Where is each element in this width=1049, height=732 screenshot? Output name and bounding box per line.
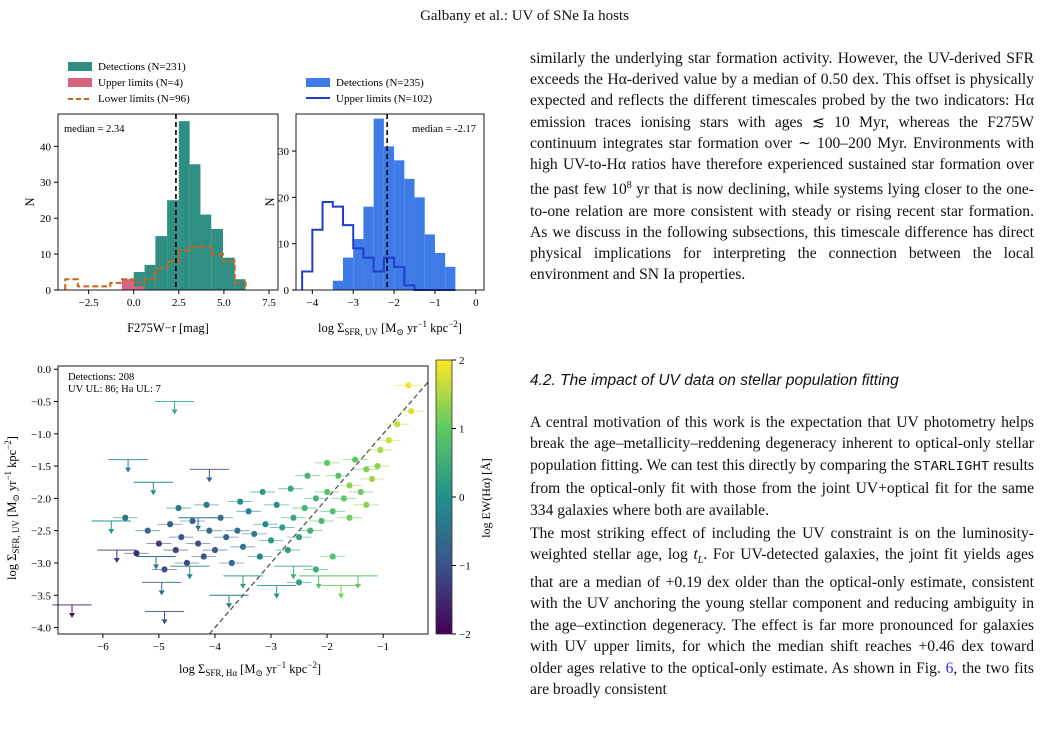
y-tick-label: 20 [40, 213, 51, 226]
scatter-xlabel: $\log \Sigma_{SFR, H\alpha}$ [$M_⊙$ $yr^{-1}$ kpc$^{-2}$] [178, 660, 322, 678]
y-tick-label: 40 [40, 141, 51, 154]
data-point [144, 527, 151, 534]
y-tick-label: 30 [278, 146, 289, 159]
hist-bar [363, 207, 373, 290]
ul-arrow-head [159, 590, 165, 595]
ul-arrow-head [290, 574, 296, 579]
data-point [212, 547, 219, 554]
hist-bar [200, 215, 211, 290]
y-tick-label: 0.0 [37, 364, 51, 377]
one-to-one-line [209, 382, 428, 634]
hist-bar [167, 200, 179, 290]
hist-bar [223, 258, 235, 290]
scatter-uv-vs-halpha [0, 355, 500, 708]
paragraph-timescales: similarly the underlying star formation activity. However, the UV-derived SFR exceeds the Hα-derived value by a median of 0.50 dex. This offset is physically expected and reflects the different timescales probed by the two indicators: Hα emission traces ionising stars with ages ≲ 10 Myr, whereas the F275W continuum integrates star formation over ∼ 100–200 Myr. Environments with high UV-to-Hα ratios have therefore experienced sustained star formation over the past few $10^8$ yr that is now declining, while systems lying closer to the one-to-one relation are more consistent with steady or rising recent star formation. As we discuss in the following subsections, this timescale difference has direct physical implications for interpreting the connection between the local environment and SN Ia properties. [530, 50, 1034, 284]
ul-arrow-head [108, 529, 114, 534]
data-point [329, 553, 336, 560]
hist-bar [155, 236, 167, 290]
hist-bar [122, 279, 134, 290]
data-point [335, 472, 342, 479]
data-point [203, 502, 210, 509]
x-tick-label: −4 [306, 297, 319, 309]
hist-bar [190, 164, 201, 290]
data-point [206, 527, 213, 534]
hist1-median-label: median = 2.34 [64, 124, 125, 135]
data-point [363, 502, 370, 509]
data-point [394, 421, 401, 428]
y-tick-label: −4.0 [31, 622, 51, 635]
hist-bar [343, 258, 353, 290]
ul-arrow-head [226, 603, 232, 608]
colorbar [436, 360, 452, 634]
data-point [287, 485, 294, 492]
y-tick-label: −0.5 [31, 396, 51, 409]
hist1-xlabel: F275W−r [mag] [127, 321, 209, 335]
ul-arrow-head [172, 410, 178, 415]
legend-label-upper: Upper limits (N=4) [98, 77, 184, 89]
y-tick-label: 30 [40, 177, 51, 190]
data-point [363, 466, 370, 473]
data-point [374, 463, 381, 470]
ul-arrow-head [162, 619, 168, 624]
data-point [324, 489, 331, 496]
ul-arrow-head [274, 594, 280, 599]
data-point [189, 518, 196, 525]
scatter-annotation-limits: UV UL: 86; Ha UL: 7 [68, 384, 161, 395]
running-head: Galbany et al.: UV of SNe Ia hosts [420, 8, 629, 24]
figure-6-link[interactable]: 6 [945, 659, 954, 677]
ul-arrow-head [69, 613, 75, 618]
hist2-median-label: median = -2.17 [412, 124, 476, 135]
y-tick-label: 0 [45, 285, 51, 297]
data-point [240, 544, 247, 551]
colorbar-tick-label: −2 [459, 629, 471, 641]
text-column-top [530, 48, 1034, 285]
data-point [245, 508, 252, 515]
data-point [273, 502, 280, 509]
ul-arrow-head [187, 574, 193, 579]
data-point [262, 521, 269, 528]
ul-arrow-head [153, 565, 159, 570]
hist2-legend [306, 77, 432, 105]
y-tick-label: 20 [278, 192, 289, 205]
hist2-plot-area [278, 114, 484, 309]
x-tick-label: 7.5 [262, 297, 276, 309]
paragraph-motivation: A central motivation of this work is the expectation that UV photometry helps break the age–metallicity–reddening degeneracy inherent to optical-only stellar population fitting. We can test this directly by comparing the STARLIGHT results from the optical-only fit with those from the joint UV+optical fit for the same 334 galaxies where both are available. [530, 414, 1034, 519]
x-tick-label: 5.0 [217, 297, 231, 309]
data-point [405, 382, 412, 389]
x-tick-label: −6 [96, 641, 109, 653]
hist-bar [134, 286, 145, 290]
x-tick-label: −2 [388, 297, 400, 309]
x-tick-label: −5 [153, 641, 165, 653]
y-tick-label: 0 [283, 285, 289, 297]
hist-bar [179, 121, 190, 290]
data-point [184, 560, 191, 567]
hist-bar [145, 265, 156, 290]
data-point [259, 489, 266, 496]
y-tick-label: −3.5 [31, 590, 51, 603]
legend-label-detections: Detections (N=231) [98, 61, 186, 73]
hist-bar [235, 279, 246, 290]
data-point [172, 547, 179, 554]
x-tick-label: −2 [321, 641, 333, 653]
y-tick-label: 10 [40, 249, 51, 262]
ul-arrow-head [338, 594, 344, 599]
scatter-plot-area [31, 364, 428, 653]
data-point [257, 553, 264, 560]
text-column-bottom [530, 412, 1034, 700]
data-point [178, 534, 185, 541]
data-point [251, 531, 258, 538]
ul-arrow-head [125, 468, 131, 473]
data-point [133, 550, 140, 557]
x-tick-label: 0.0 [126, 297, 141, 309]
y-tick-label: −2.0 [31, 493, 51, 506]
hist-bar [445, 267, 455, 290]
data-point [156, 540, 163, 547]
data-point [377, 447, 384, 454]
data-point [329, 508, 336, 515]
hist-bar [384, 146, 394, 290]
ul-arrow-head [206, 477, 212, 482]
hist1-legend [68, 61, 190, 105]
data-point [296, 534, 303, 541]
data-point [301, 505, 308, 512]
y-tick-label: −1.0 [31, 428, 51, 441]
data-point [223, 534, 230, 541]
scatter-ylabel: $\log \Sigma_{SFR, UV}$ [$M_⊙$ $yr^{-1}$ kpc$^{-2}$] [3, 436, 21, 580]
hist-bar [415, 197, 425, 290]
data-point [346, 514, 353, 521]
x-tick-label: 0 [473, 297, 479, 309]
colorbar-ticks [452, 355, 471, 641]
hist1-ylabel: N [23, 197, 37, 207]
data-point [369, 476, 376, 483]
data-point [268, 537, 275, 544]
data-point [357, 489, 364, 496]
x-tick-label: −1 [429, 297, 441, 309]
data-point [234, 527, 241, 534]
legend-label-upper-2: Upper limits (N=102) [336, 93, 433, 105]
legend-swatch-detections-2 [306, 78, 330, 87]
section-heading-4-2: 4.2. The impact of UV data on stellar population fitting [530, 372, 899, 389]
data-point [296, 579, 303, 586]
x-tick-label: −3 [265, 641, 277, 653]
data-point [313, 566, 320, 573]
data-point [279, 524, 286, 531]
ul-arrow-head [355, 584, 361, 589]
hist2-ylabel: N [263, 197, 277, 207]
hist-bar [404, 179, 414, 290]
data-point [122, 514, 129, 521]
paragraph-age-effect: The most striking effect of including the UV constraint is on the luminosity-weighted stellar age, $\log t_L$. For UV-detected galaxies, the joint fit yields ages that are a median of +0.19 dex older than the optical-only estimate, consistent with the UV anchoring the young stellar component and reducing ambiguity in the age–extinction degeneracy. The effect is far more pronounced for galaxies with UV upper limits, for which the median shift reaches +0.46 dex toward older ages relative to the optical-only estimate. As shown in Fig. 6, the two fits are broadly consistent [530, 525, 1034, 698]
x-tick-label: 2.5 [171, 297, 186, 309]
data-point [200, 553, 207, 560]
hist-bar [333, 281, 343, 290]
y-tick-label: 10 [278, 238, 289, 251]
data-point [408, 408, 415, 415]
colorbar-tick-label: 0 [459, 492, 465, 504]
hist-bar [353, 239, 363, 290]
x-tick-label: −2.5 [78, 297, 99, 309]
colorbar-tick-label: 2 [459, 355, 465, 367]
hist-bar [394, 160, 404, 290]
data-point [324, 460, 331, 467]
data-point [228, 560, 235, 567]
hist-bar [374, 119, 384, 290]
legend-label-detections-2: Detections (N=235) [336, 77, 424, 89]
legend-swatch-upper [68, 78, 92, 87]
hist2-xlabel: $\log \Sigma_{SFR, UV}$ [$M_⊙$ $yr^{-1}$ kpc$^{-2}$] [318, 319, 462, 337]
data-point [385, 437, 392, 444]
data-point [318, 518, 325, 525]
ul-arrow-head [316, 584, 322, 589]
data-point [175, 505, 182, 512]
ul-arrow-head [240, 584, 246, 589]
y-tick-label: −2.5 [31, 525, 51, 538]
y-tick-label: −3.0 [31, 557, 51, 570]
ul-arrow-head [195, 526, 201, 531]
data-point [346, 482, 353, 489]
colorbar-label: log EW(Hα) [Å] [479, 458, 493, 538]
data-point [167, 521, 174, 528]
legend-swatch-detections [68, 62, 92, 71]
ul-arrow-head [114, 558, 120, 563]
data-point [285, 547, 292, 554]
data-point [307, 527, 314, 534]
x-tick-label: −1 [377, 641, 390, 653]
data-point [341, 495, 348, 502]
legend-label-lower: Lower limits (N=96) [98, 93, 190, 105]
data-point [217, 514, 224, 521]
x-tick-label: −3 [347, 297, 360, 309]
data-point [304, 472, 311, 479]
data-point [161, 566, 168, 573]
data-point [313, 495, 320, 502]
colorbar-tick-label: 1 [459, 423, 465, 436]
histogram-color [20, 52, 290, 352]
histogram-sfr-uv [263, 52, 498, 352]
y-tick-label: −1.5 [31, 461, 51, 474]
scatter-annotation-detections: Detections: 208 [68, 372, 135, 383]
data-point [237, 498, 244, 505]
hist1-plot-area [40, 114, 278, 309]
data-point [195, 540, 202, 547]
x-tick-label: −4 [209, 641, 221, 653]
hist-bar [435, 253, 445, 290]
hist-bar [211, 229, 223, 290]
data-point [290, 514, 297, 521]
hist-bar [425, 234, 435, 290]
colorbar-tick-label: −1 [459, 560, 471, 573]
ul-arrow-head [150, 490, 156, 495]
data-point [352, 456, 359, 463]
